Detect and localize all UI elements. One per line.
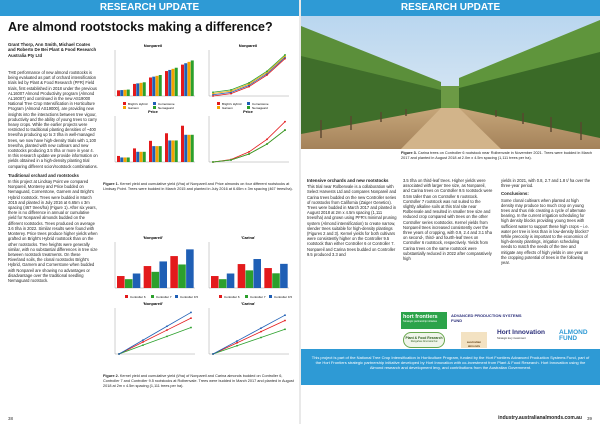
- plant-food-research-tag: Rangahau Ahumāra Kai: [410, 340, 438, 343]
- figure-1-caption-label: Figure 1.: [103, 182, 119, 186]
- chart-point: [260, 327, 262, 329]
- svg-text:Garnem: Garnem: [222, 106, 233, 110]
- chart-bar: [136, 152, 139, 162]
- chart-point: [266, 138, 268, 140]
- svg-text:Price: Price: [148, 109, 158, 114]
- svg-text:Nonpareil: Nonpareil: [143, 43, 163, 48]
- svg-text:'Carina': 'Carina': [240, 301, 256, 306]
- hort-frontiers-logo: [401, 312, 447, 329]
- chart-series-line: [119, 318, 191, 354]
- figure-1-caption: [103, 182, 294, 192]
- chart-bar: [156, 146, 159, 162]
- chart-bar: [149, 77, 152, 96]
- chart-point: [212, 353, 214, 355]
- hort-frontiers-text: hort frontiers: [403, 314, 438, 320]
- chart-point: [284, 129, 286, 131]
- chart-point: [190, 327, 192, 329]
- chart-point: [284, 320, 286, 322]
- svg-text:Nemaguard: Nemaguard: [158, 106, 174, 110]
- chart-bar: [178, 264, 186, 288]
- chart-bar: [127, 90, 130, 96]
- chart-point: [248, 82, 250, 84]
- hort-innovation-logo: [497, 330, 553, 342]
- funding-footer: This project is part of the National Tree Crop Intensification in Horticulture Program, funded by the Hort Frontiers Advanced Production Systems Fund, part of the Hort Frontiers strategic partnership initiative developed by Hort Innovation with co-investment from Plant & Food Research. Hort Innovation using the Almond research and development levy, and contributions from the Australian Government.: [301, 349, 600, 385]
- figure-2-charts: [103, 232, 294, 366]
- chart-point: [118, 353, 120, 355]
- page-number-right: 39: [586, 416, 592, 421]
- chart-bar: [152, 272, 160, 288]
- chart-point: [284, 314, 286, 316]
- chart-bar: [168, 140, 171, 162]
- chart-series-line: [213, 130, 285, 162]
- svg-text:'Nonpareil': 'Nonpareil': [142, 235, 164, 240]
- chart-point: [212, 161, 214, 163]
- chart-point: [284, 328, 286, 330]
- chart-series-line: [213, 57, 285, 94]
- svg-text:Bright's Hybrid: Bright's Hybrid: [222, 102, 242, 106]
- chart-series-line: [213, 130, 285, 162]
- mid-paragraph: 3.5 t/ha on third-leaf trees. Higher yields were associated with larger tree size, as Nonpareil, and Carina trees on Controller 9.5 rootstock were 0.5m taller than on Controller 6 rootstock. Controller 7 rootstock was not suited to the slightly alkaline soils at this trial site near Rolbenvale and resulted in smaller tree size and reduced crop compared with trees on the other Controller series rootstocks. Kernel yields from Nonpareil trees increased consistently over the three years of cropping, with 0.9, 2.4 and 3.1 t/ha on second-, third- and fourth-leaf trees on Controller 6 rootstock, respectively. Yields from Carina trees on the same rootstock were substantially reduced in 2022 after comparatively high: [403, 178, 493, 262]
- intro-paragraph: THE performance of new almond rootstocks is being evaluated as part of orchard intensification trials led by Plant & Food Research (PFR) Field trials, first established in 2018 under the previous AL16007 Almond Productivity program (Almond AL16007) and continued in the new AS19000 National Tree Crop Intensification in Horticulture Program (Almond AS19000), are providing new insights into the interactions between tree vigour, productivity and the ability of young trees to carry heavy crops. While the earlier projects were restricted to traditional planting densities of ~400 trees/ha producing up to 3 t/ha in well-managed trees, we now have high-density trials with 1,100 trees/ha, planted with new cultivars and new rootstocks producing 3.5 t/ha or more in year 4. In this research update we provide information on yields obtained in a high-density planting trial comparing different scion/rootstock combinations.: [8, 70, 98, 169]
- chart-bar: [165, 133, 168, 162]
- chart-series-line: [213, 315, 285, 354]
- chart-bar: [149, 141, 152, 162]
- chart-point: [190, 312, 192, 314]
- svg-text:Cornerstone: Cornerstone: [158, 102, 175, 106]
- section-heading-intensive: Intensive orchards and new rootstocks: [307, 178, 389, 183]
- plant-food-research-logo: [403, 332, 445, 348]
- chart-bar: [238, 264, 246, 288]
- right-column-2: [403, 178, 493, 316]
- chart-bar: [127, 157, 130, 162]
- chart-point: [166, 325, 168, 327]
- svg-text:'Carina': 'Carina': [240, 235, 256, 240]
- chart-point: [142, 339, 144, 341]
- chart-point: [248, 151, 250, 153]
- advanced-production-logo: ADVANCED PRODUCTION SYSTEMS FUND: [451, 313, 522, 323]
- chart-bar: [120, 157, 123, 162]
- chart-bar: [186, 249, 194, 288]
- svg-text:'Nonpareil': 'Nonpareil': [142, 301, 164, 306]
- chart-bar: [280, 264, 288, 288]
- svg-text:Cornerstone: Cornerstone: [252, 102, 269, 106]
- hort-innovation-text: Hort Innovation: [497, 329, 546, 336]
- chart-point: [236, 340, 238, 342]
- right-column-1: [307, 178, 397, 260]
- chart-bar: [124, 157, 127, 162]
- authors: Grant Thorp, Ann Smith, Michael Coates and Roberto De Bei Plant & Food Research Australia Pty Ltd: [8, 42, 97, 58]
- chart-bar: [140, 83, 143, 96]
- chart-point: [260, 331, 262, 333]
- fig2-panel-line-nonpareil: [115, 301, 195, 355]
- chart-bar: [253, 259, 261, 288]
- section-heading-conclusions: Conclusions:: [501, 191, 529, 197]
- figure-3-caption-text: Carina trees on Controller 6 rootstock near Rolbenvale in November 2021. Trees were budded in March 2017 and planted in August 2018 at 2.0m x 4.5m spacing (1,111 trees per ha).: [401, 151, 593, 160]
- svg-text:Price: Price: [243, 109, 253, 114]
- chart-bar: [264, 268, 272, 288]
- fig1-panel-bar-price: [115, 109, 195, 162]
- traditional-paragraph: In this project at Lindsay Point we compared Nonpareil, Monterey and Price budded on Nemaguard, Cornerstone, Garnem and Bright's Hybrid rootstock. Trees were budded in March 2015 and planted in July 2016 at 6.65m x 3m spacing (467 trees/ha) (Figure 1). After six years, there is no difference in annual or cumulative yield for Nonpareil almonds budded on the different rootstocks. Trees produced on average 3.6 t/ha in 2022. Similar results were found with Monterey. Price trees produce higher yields when grafted on Bright's Hybrid rootstock than on the other rootstocks. Tree heights were generally similar, with no substantial differences in tree size between rootstock treatments. On these Riverland soils, the clonal rootstocks Bright's Hybrid, Garnem and Cornerstone when budded with Nonpareil are showing no advantages or disadvantage over the traditional seedling Nemaguard rootstock.: [8, 179, 98, 283]
- chart-point: [166, 335, 168, 337]
- chart-bar: [133, 84, 136, 96]
- chart-bar: [175, 68, 178, 96]
- page-left: [0, 16, 299, 424]
- chart-bar: [181, 126, 184, 162]
- chart-bar: [159, 75, 162, 96]
- page-number-left: 38: [8, 416, 14, 421]
- fig1-panel-line-price: [209, 109, 289, 163]
- chart-bar: [120, 90, 123, 96]
- chart-point: [142, 344, 144, 346]
- chart-bar: [117, 156, 120, 162]
- chart-point: [230, 159, 232, 161]
- chart-bar: [144, 266, 152, 288]
- chart-bar: [133, 148, 136, 162]
- almond-fund-logo: ALMOND FUND: [559, 329, 588, 342]
- page-right: [301, 16, 600, 424]
- figure-1: [103, 40, 294, 200]
- conclusions-paragraph: Some clonal cultivars when planted at high density may produce too much crop on young trees and thus risk creating a cycle of alternate bearing. In the current irrigation scheduling for high density blocks providing young trees with sufficient water to support these high crops – i.e. water per tree is less than in low-density blocks? While precocity is important to the economics of high-density plantings, irrigation scheduling needs to match the needs of the tree and mitigate any effects of high yields in one year on the cropping potential of trees in the following year.: [501, 197, 589, 266]
- figure-2-caption-text: Kernel yield and cumulative yield (t/ha) of Nonpareil and Carina almonds budded on Controller 6, Controller 7 and Controller 9.5 rootstocks at Rolbenvale. Trees were budded in March 2017 and planted in August 2018 at 2m x 4.5m spacing (1,111 trees per ha).: [103, 374, 294, 388]
- chart-bar: [156, 76, 159, 96]
- figure-2-caption: [103, 374, 294, 388]
- figure-3-caption: [401, 151, 593, 161]
- industry-url[interactable]: industry.australianalmonds.com.au: [498, 415, 582, 421]
- right-column-3: [501, 178, 591, 268]
- chart-series-line: [119, 328, 191, 354]
- chart-point: [266, 143, 268, 145]
- logos-area: [401, 312, 597, 348]
- chart-bar: [143, 152, 146, 162]
- chart-bar: [165, 71, 168, 96]
- svg-text:Controller 9.5: Controller 9.5: [180, 295, 199, 299]
- svg-text:Bright's Hybrid: Bright's Hybrid: [128, 102, 148, 106]
- chart-bar: [159, 261, 167, 288]
- chart-bar: [152, 77, 155, 96]
- article-title: Are almond rootstocks making a difference?: [8, 20, 273, 34]
- chart-bar: [125, 279, 133, 288]
- chart-bar: [159, 146, 162, 162]
- chart-point: [236, 342, 238, 344]
- svg-text:Controller 6: Controller 6: [224, 295, 240, 299]
- fig1-panel-line-nonpareil: [209, 43, 289, 97]
- figure-2-caption-label: Figure 2.: [103, 374, 119, 378]
- chart-bar: [188, 62, 191, 96]
- svg-text:Garnem: Garnem: [128, 106, 139, 110]
- fig2-legend: [125, 295, 292, 299]
- hort-frontiers-tag: Strategic partnership initiative: [403, 320, 438, 323]
- figure-3-caption-label: Figure 3.: [401, 151, 417, 155]
- chart-point: [236, 345, 238, 347]
- chart-bar: [143, 82, 146, 96]
- hort-innovation-tag: Strategic levy investment: [497, 337, 526, 340]
- chart-point: [166, 329, 168, 331]
- svg-text:Nemaguard: Nemaguard: [252, 106, 268, 110]
- chart-bar: [227, 274, 235, 288]
- chart-series-line: [213, 320, 285, 354]
- chart-series-line: [119, 312, 191, 354]
- chart-point: [230, 89, 232, 91]
- banner-research-update-left: RESEARCH UPDATE: [0, 0, 299, 16]
- chart-bar: [219, 279, 227, 288]
- chart-bar: [140, 152, 143, 162]
- figure-2: [103, 232, 294, 392]
- chart-bar: [246, 270, 254, 288]
- fig2-panel-bar-nonpareil: [115, 235, 195, 288]
- chart-bar: [117, 90, 120, 96]
- chart-bar: [272, 273, 280, 288]
- chart-bar: [133, 274, 141, 288]
- chart-bar: [181, 65, 184, 96]
- svg-text:Controller 7: Controller 7: [156, 295, 172, 299]
- chart-series-line: [213, 56, 285, 93]
- chart-point: [260, 337, 262, 339]
- fig2-panel-line-carina: [209, 301, 289, 355]
- australian-almonds-logo: australian almonds: [461, 332, 487, 348]
- intensive-paragraph: This trial near Rolbenvale is a collaboration with Select Harvests Ltd and compares Nonpareil and Carina trees budded on the new Controller series of rootstocks from California (Zaiger Genetics). Trees were budded in March 2017 and planted in August 2018 at 2m x 4.5m spacing (1,111 trees/ha) and grown using PFR's minimal pruning system (Almond intensification) to create narrow, slender trees suitable for high-density plantings (Figures 2 and 3). Kernel yields for both cultivars were consistently higher on the Controller 9.5 rootstock than either Controller 6 or Controller 7. Nonpareil and Carina trees budded on Controller 9.5 produced 3.3 and: [307, 184, 397, 257]
- right-paragraph: yields in 2021, with 0.8, 2.7 and 1.8 t/ ha over the three-year period.: [501, 178, 591, 189]
- section-heading-traditional: Traditional orchard and rootstocks: [8, 172, 79, 178]
- chart-bar: [172, 69, 175, 96]
- chart-bar: [170, 256, 178, 288]
- banner-research-update-right: RESEARCH UPDATE: [301, 0, 600, 16]
- orchard-photo: [301, 16, 600, 149]
- chart-bar: [191, 60, 194, 96]
- chart-point: [190, 317, 192, 319]
- svg-text:Controller 7: Controller 7: [250, 295, 266, 299]
- chart-series-line: [213, 329, 285, 354]
- chart-bar: [172, 140, 175, 162]
- chart-bar: [124, 90, 127, 96]
- svg-text:Controller 9.5: Controller 9.5: [274, 295, 293, 299]
- chart-bar: [136, 83, 139, 96]
- chart-series-line: [213, 130, 285, 162]
- chart-point: [142, 341, 144, 343]
- chart-point: [248, 153, 250, 155]
- chart-bar: [152, 146, 155, 162]
- plant-food-research-text: Plant & Food Research: [405, 336, 443, 340]
- chart-bar: [211, 276, 219, 288]
- svg-text:Nonpareil: Nonpareil: [238, 43, 258, 48]
- chart-point: [266, 70, 268, 72]
- svg-text:Controller 6: Controller 6: [130, 295, 146, 299]
- chart-bar: [117, 276, 125, 288]
- fig1-panel-bar-nonpareil: [115, 43, 195, 96]
- chart-bar: [175, 140, 178, 162]
- orchard-photo-image: [301, 16, 600, 149]
- figure-1-charts: [103, 40, 294, 174]
- chart-point: [284, 54, 286, 56]
- chart-point: [284, 121, 286, 123]
- fig2-panel-bar-carina: [209, 235, 289, 288]
- chart-bar: [184, 135, 187, 162]
- left-column: [8, 70, 98, 410]
- chart-point: [212, 91, 214, 93]
- figure-1-caption-text: Kernel yield and cumulative yield (t/ha) of Nonpareil and Price almonds on four different rootstocks at Lindsay Point. Trees were budded in March 2015 and planted in July 2016 at 6.65m x 3m spacing (467 trees/ha).: [103, 182, 293, 191]
- chart-series-line: [213, 122, 285, 162]
- chart-bar: [168, 70, 171, 96]
- chart-bar: [184, 63, 187, 96]
- chart-bar: [191, 135, 194, 162]
- chart-bar: [188, 135, 191, 162]
